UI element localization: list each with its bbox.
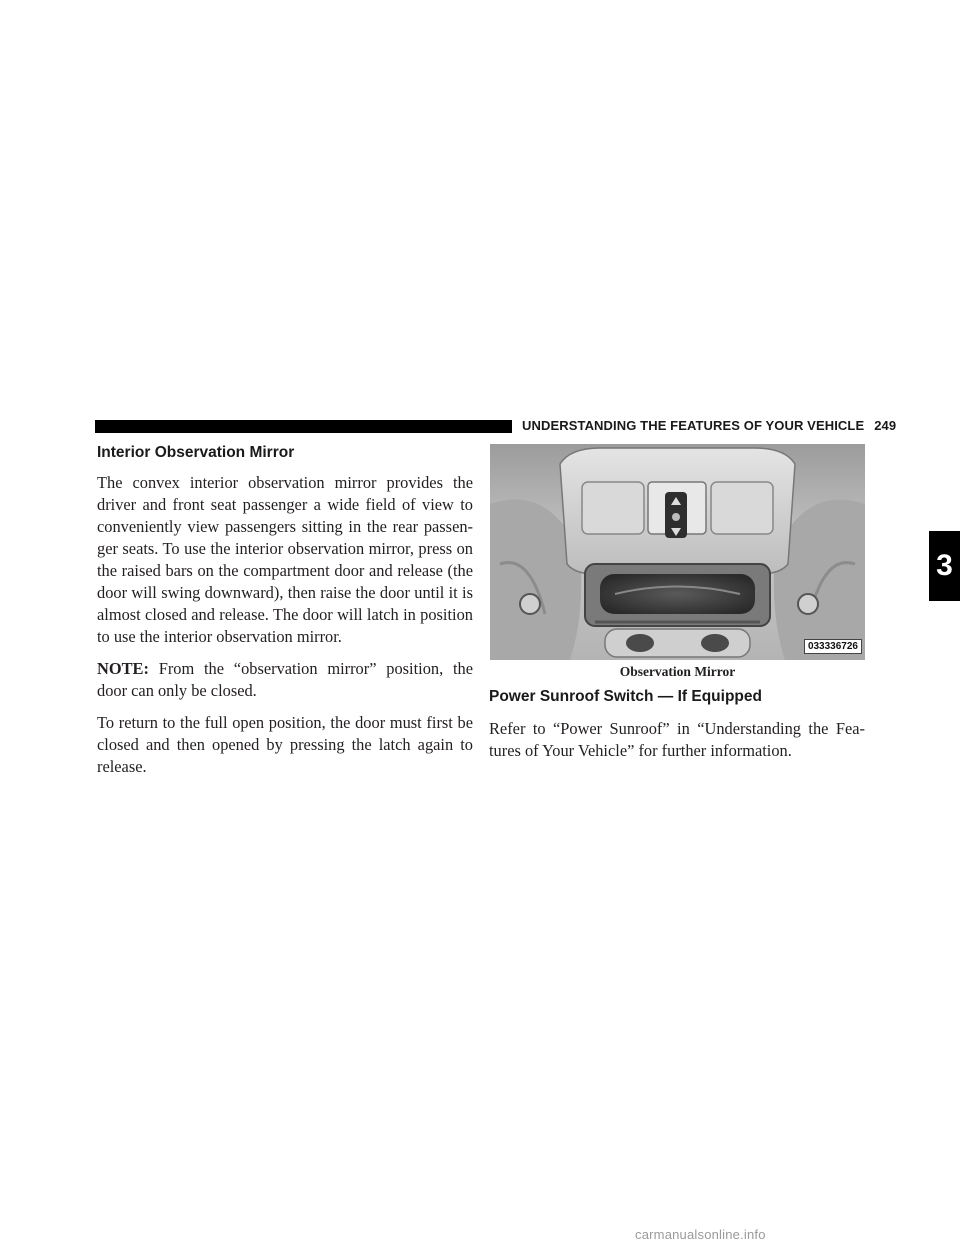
left-coat-hook-icon: [520, 594, 540, 614]
overhead-console-illustration: [490, 444, 865, 660]
section-heading-power-sunroof: Power Sunroof Switch — If Equipped: [489, 688, 762, 705]
header-rule: [95, 420, 512, 433]
section-heading-observation-mirror: Interior Observation Mirror: [97, 444, 295, 461]
page-number: 249: [874, 418, 897, 433]
observation-mirror-glass: [600, 574, 755, 614]
observation-mirror-figure: [490, 444, 865, 660]
note-label: NOTE:: [97, 659, 149, 678]
watermark: carmanualsonline.info: [635, 1227, 766, 1242]
paragraph-return-open: To return to the full open position, the door must first be closed and then opened by pressing the latch again to release.: [97, 713, 473, 776]
right-column: [489, 686, 865, 762]
section-title: UNDERSTANDING THE FEATURES OF YOUR VEHICLE: [522, 418, 865, 433]
running-header: [522, 418, 896, 433]
left-map-lamp: [582, 482, 644, 534]
paragraph-power-sunroof: Refer to “Power Sunroof” in “Understanding the Fea-tures of Your Vehicle” for further information.: [489, 719, 865, 760]
note-text: From the “observation mirror” position, the door can only be closed.: [97, 659, 473, 700]
note-paragraph: [97, 658, 473, 702]
right-reading-lamp: [701, 634, 729, 652]
chapter-tab: 3: [929, 531, 960, 601]
paragraph-mirror-description: The convex interior observation mirror provides the driver and front seat passenger a wide field of view to conveniently view passengers sitting in the rear passen-ger seats. To use the interior observation mirror, press on the raised bars on the compartment door and release (the door will swing downward), then raise the door until it is almost closed and release. The door will latch in position to use the interior observation mirror.: [97, 473, 473, 646]
left-reading-lamp: [626, 634, 654, 652]
right-map-lamp: [711, 482, 773, 534]
right-coat-hook-icon: [798, 594, 818, 614]
figure-caption: Observation Mirror: [619, 664, 736, 679]
figure-id: 033336726: [804, 639, 862, 654]
left-column: [97, 442, 473, 778]
